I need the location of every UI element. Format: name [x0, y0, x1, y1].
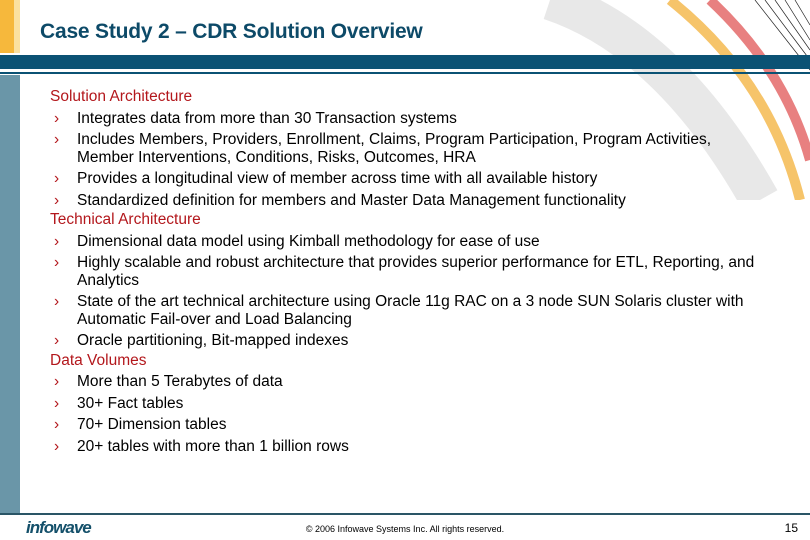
bullet-text: 70+ Dimension tables [77, 416, 227, 433]
bullet-icon: › [54, 109, 60, 127]
copyright: © 2006 Infowave Systems Inc. All rights reserved. [305, 524, 505, 534]
slide-title: Case Study 2 – CDR Solution Overview [40, 20, 423, 43]
bullet-item [50, 438, 770, 456]
infowave-logo: infowave [26, 518, 91, 537]
footer-rule [0, 513, 810, 515]
bullet-icon: › [54, 191, 60, 209]
bullet-text: Integrates data from more than 30 Transaction systems [77, 109, 457, 127]
bullet-text: Highly scalable and robust architecture that provides superior performance for ETL, Reporting, and Analytics [77, 254, 755, 289]
bullet-item [50, 373, 770, 391]
section-heading: Solution Architecture [50, 88, 193, 105]
header-band [0, 55, 810, 69]
bullet-icon: › [54, 394, 60, 412]
bullet-text: Includes Members, Providers, Enrollment, Claims, Program Participation, Program Activities, Member Interventions, Conditions, Risks, Outcomes, HRA [77, 131, 711, 166]
bullet-icon: › [54, 293, 60, 310]
header-rule [0, 72, 810, 74]
bullet-icon: › [54, 332, 60, 349]
bullet-item [50, 293, 770, 328]
bullet-item [50, 110, 770, 128]
bullet-icon: › [54, 131, 60, 148]
bullet-item [50, 332, 770, 350]
bullet-item [50, 170, 770, 188]
bullet-text: State of the art technical architecture using Oracle 11g RAC on a 3 node SUN Solaris cluster with Automatic Fail-over and Load Balancing [77, 293, 744, 328]
bullet-text: Provides a longitudinal view of member across time with all available history [77, 170, 598, 187]
bullet-text: 20+ tables with more than 1 billion rows [77, 437, 349, 455]
accent-strip-light [14, 0, 20, 53]
bullet-text: Standardized definition for members and Master Data Management functionality [77, 191, 626, 209]
bullet-item [50, 233, 770, 251]
bullet-text: Oracle partitioning, Bit-mapped indexes [77, 332, 349, 349]
bullet-icon: › [54, 437, 60, 455]
bullet-item [50, 416, 770, 434]
bullet-item [50, 131, 770, 166]
bullet-icon: › [54, 232, 60, 250]
bullet-icon: › [54, 170, 60, 187]
bullet-icon: › [54, 373, 60, 390]
bullet-icon: › [54, 254, 60, 271]
bullet-item [50, 395, 770, 413]
left-strip [0, 75, 20, 513]
bullet-text: Dimensional data model using Kimball methodology for ease of use [77, 232, 540, 250]
accent-strip [0, 0, 14, 53]
section-heading: Data Volumes [50, 351, 147, 369]
page-number: 15 [784, 521, 798, 535]
bullet-text: 30+ Fact tables [77, 394, 184, 412]
bullet-item [50, 192, 770, 210]
bullet-text: More than 5 Terabytes of data [77, 373, 283, 390]
bullet-icon: › [54, 416, 60, 433]
bullet-item [50, 254, 770, 289]
slide-content [50, 86, 770, 455]
section-heading: Technical Architecture [50, 211, 201, 228]
